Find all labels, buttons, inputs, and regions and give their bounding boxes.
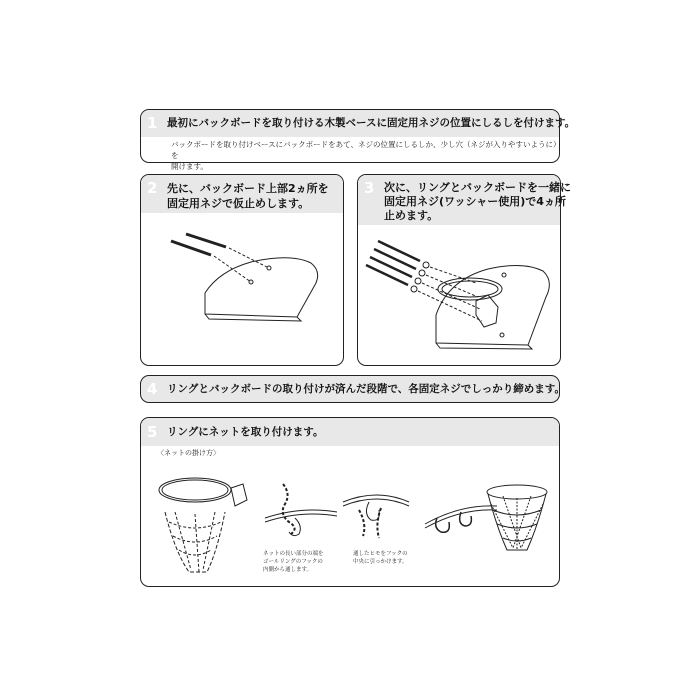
step-3-title-line3: 止めます。 <box>384 209 439 222</box>
caption-b-line1: 通したヒモをフックの <box>353 551 408 557</box>
ring-outline <box>159 478 231 502</box>
backboard-shape <box>436 265 549 345</box>
washer-4 <box>411 286 417 292</box>
ring-bracket <box>231 484 247 506</box>
washer-1 <box>423 262 429 268</box>
caption-b <box>353 550 408 566</box>
ring-inner <box>442 281 498 297</box>
step-3-number: 3 <box>364 179 375 197</box>
washer-3 <box>415 278 421 284</box>
step-5-title: リングにネットを取り付けます。 <box>167 426 324 438</box>
ring-outline <box>487 485 547 499</box>
caption-a-line1: ネットの長い部分の端を <box>263 551 324 557</box>
step-2-panel <box>140 174 344 366</box>
net-thread-step-b <box>337 480 417 560</box>
screw-2 <box>171 241 211 255</box>
backboard-screw-illustration <box>141 175 345 367</box>
caption-a <box>263 550 324 574</box>
step-1-title: 最初にバックボードを取り付ける木製ベースに固定用ネジの位置にしるしを付けます。 <box>167 117 576 129</box>
net-thread-step-a <box>261 478 341 558</box>
step-5-number: 5 <box>147 423 158 441</box>
backboard-thickness <box>205 314 301 321</box>
guide-line-1 <box>229 248 269 268</box>
ring-backboard-illustration <box>358 175 562 367</box>
step-5-panel <box>140 417 560 587</box>
step-2-title-line1: 先に、バックボード上部2ヵ所を <box>167 182 329 195</box>
step-4-number: 4 <box>147 380 158 398</box>
hook <box>289 518 300 536</box>
step-2-number: 2 <box>147 179 158 197</box>
step-1-number: 1 <box>147 114 158 132</box>
caption-a-line3: 内側から通します。 <box>263 567 313 573</box>
ring-with-net-illustration <box>155 462 255 582</box>
caption-b-line2: 中央に引っかけます。 <box>353 559 408 565</box>
ring-bracket <box>476 295 498 327</box>
step-3-title-line2: 固定用ネジ(ワッシャー使用)で4ヵ所 <box>384 195 566 208</box>
step-4-title: リングとバックボードの取り付けが済んだ段階で、各固定ネジでしっかり締めます。 <box>167 383 565 395</box>
step-1-panel <box>140 109 576 171</box>
guide-line-2 <box>214 256 251 282</box>
caption-a-line2: ゴールリングのフックの <box>263 559 323 565</box>
step-1-note-line1: バックボードを取り付けベースにバックボードをあて、ネジの位置にしるしか、少し穴（ネジが入りやすいように）を <box>171 140 557 160</box>
step-4-panel <box>140 375 565 403</box>
net-cord <box>359 508 381 538</box>
step-3-panel <box>357 174 571 366</box>
net-heading: 〈ネットの掛け方〉 <box>157 449 220 457</box>
screw-1 <box>186 234 226 247</box>
ring-arc-inner <box>343 499 409 506</box>
step-1-note-line2: 開けます。 <box>171 162 208 171</box>
finished-net-illustration <box>483 482 553 562</box>
step-3-title-line1: 次に、リングとバックボードを一緒に <box>384 181 571 194</box>
step-1-note <box>171 139 559 172</box>
ring-inner <box>162 480 228 500</box>
net-cord <box>436 512 472 532</box>
step-2-title-line2: 固定用ネジで仮止めします。 <box>167 197 310 210</box>
backboard-shape <box>205 258 318 317</box>
screw-hole-1 <box>267 266 271 270</box>
washer-2 <box>419 270 425 276</box>
net-cord <box>283 484 295 534</box>
